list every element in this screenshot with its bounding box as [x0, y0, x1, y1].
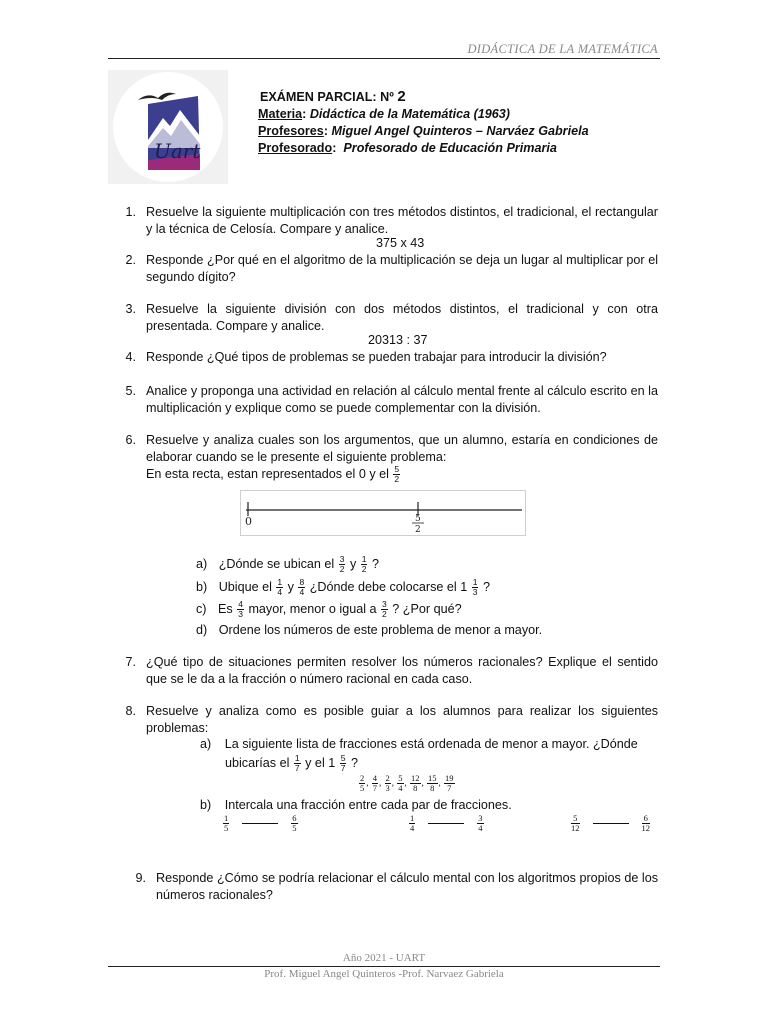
list-fraction: $\frac{15}{8}$	[428, 773, 437, 793]
exam-number: 2	[397, 88, 406, 105]
list-fraction: $\frac{19}{7}$	[445, 773, 454, 793]
question-text: Responde ¿Por qué en el algoritmo de la multiplicación se deja un lugar al multiplicar por el segundo dígito?	[146, 253, 658, 284]
question-number: 6.	[125, 433, 136, 447]
logo-text: Uart	[154, 139, 201, 163]
question-number: 2.	[125, 253, 136, 267]
question-number: 4.	[125, 350, 136, 364]
question-text: ¿Qué tipo de situaciones permiten resolver los números racionales? Explique el sentido que se le da a la fracción o número racional en cada caso.	[146, 655, 658, 686]
list-fraction: $\frac{12}{8}$	[411, 773, 420, 793]
question-text: Responde ¿Cómo se podría relacionar el cálculo mental con los algoritmos propios de los números racionales?	[156, 871, 658, 902]
footer-year: Año 2021 - UART	[342, 952, 426, 964]
running-header: DIDÁCTICA DE LA MATEMÁTICA	[467, 42, 658, 56]
q6-sub-d: d) Ordene los números de este problema de menor a mayor.	[196, 623, 543, 637]
fraction-four-thirds: $\frac{4}{3}$	[238, 599, 243, 619]
question-number: 1.	[125, 205, 136, 219]
q8-sub-a-line2: ubicarías el $\frac{1}{7}$ y el 1 $\frac{5}{7}$ ?	[225, 753, 358, 773]
profesorado-label: Profesorado	[258, 141, 333, 155]
number-line	[240, 490, 526, 536]
profesorado-value: Profesorado de Educación Primaria	[343, 141, 557, 155]
fraction-one-half: $\frac{1}{2}$	[361, 554, 367, 574]
q6-sub-a: a) ¿Dónde se ubican el $\frac{3}{2}$ y $\frac{1}{2}$ ?	[196, 554, 379, 574]
exam-title-block: EXÁMEN PARCIAL: Nº 2 Materia: Didáctica de la Matemática (1963) Profesores: Miguel Angel Quinteros – Narváez Gabriela Profesorado: Profesorado de Educación Primaria	[258, 88, 589, 155]
question-number: 5.	[125, 384, 136, 398]
question-text: Resuelve la siguiente multiplicación con tres métodos distintos, el tradicional, el rectangular y la técnica de Celosía. Compare y analice.	[146, 205, 658, 236]
fraction-five-sevenths: $\frac{5}{7}$	[340, 753, 346, 773]
question-text: Responde ¿Qué tipos de problemas se pueden trabajar para introducir la división?	[146, 350, 607, 364]
fraction-eight-quarters: $\frac{8}{4}$	[299, 577, 305, 597]
question-number: 8.	[125, 704, 136, 718]
fraction-blank	[242, 823, 278, 824]
q8-sub-b: b) Intercala una fracción entre cada par de fracciones.	[200, 798, 512, 812]
exam-title: EXÁMEN PARCIAL: Nº	[260, 90, 394, 104]
q1-expression: 375 x 43	[376, 236, 425, 250]
materia-value: Didáctica de la Matemática (1963)	[309, 107, 511, 121]
question-text: Resuelve y analiza como es posible guiar a los alumnos para realizar los siguientes problemas:	[146, 704, 658, 735]
q6-sub-c: c) Es $\frac{4}{3}$ mayor, menor o igual a $\frac{3}{2}$ ? ¿Por qué?	[196, 599, 462, 619]
fraction-blank	[428, 823, 464, 824]
materia-label: Materia	[258, 107, 303, 121]
header-rule	[108, 58, 660, 59]
number-line-zero: 0	[245, 515, 252, 528]
fraction-blank	[593, 823, 629, 824]
fraction-three-halves-2: $\frac{3}{2}$	[382, 599, 387, 619]
fraction-pair-3: $\frac{5}{12}$ $\frac{6}{12}$	[571, 813, 650, 833]
footer-rule	[108, 966, 660, 967]
uart-logo	[108, 70, 228, 184]
question-text: Resuelve y analiza cuales son los argumentos, que un alumno, estaría en condiciones de elaborar cuando se le presente el siguiente problema:	[146, 433, 658, 464]
q6-sub-b: b) Ubique el $\frac{1}{4}$ y $\frac{8}{4}$ ¿Dónde debe colocarse el 1 $\frac{1}{3}$ ?	[196, 577, 490, 597]
profesores-value: Miguel Angel Quinteros – Narváez Gabriela	[331, 124, 589, 138]
question-number: 3.	[125, 302, 136, 316]
q8-sub-a-line1: a) La siguiente lista de fracciones está ordenada de menor a mayor. ¿Dónde	[200, 737, 638, 751]
q3-expression: 20313 : 37	[368, 333, 428, 347]
profesores-label: Profesores	[258, 124, 324, 138]
question-text: Analice y proponga una actividad en relación al cálculo mental frente al cálculo escrito en la multiplicación y explique como se puede complementar con la división.	[146, 384, 658, 415]
uart-logo-graphic	[108, 70, 228, 184]
fraction-pair-1: $\frac{1}{5}$ $\frac{6}{5}$	[224, 813, 297, 833]
list-fraction: $\frac{2}{5}$	[360, 773, 365, 793]
q6-intro-text: En esta recta, estan representados el 0 y el	[146, 466, 389, 481]
question-text: Resuelve la siguiente división con dos métodos distintos, el tradicional y con otra presentada. Compare y analice.	[146, 302, 658, 333]
list-fraction: $\frac{2}{3}$	[385, 773, 390, 793]
list-fraction: $\frac{4}{7}$	[372, 773, 377, 793]
fraction-one-third: $\frac{1}{3}$	[472, 577, 478, 597]
footer-professors: Prof. Miguel Angel Quinteros -Prof. Narvaez Gabriela	[264, 968, 504, 980]
number-line-label-den: 2	[415, 525, 421, 535]
q6-line-intro	[146, 465, 401, 484]
fraction-five-halves: $\frac{5}{2}$	[394, 464, 400, 484]
fraction-one-quarter: $\frac{1}{4}$	[277, 577, 283, 597]
fraction-three-halves: $\frac{3}{2}$	[339, 554, 345, 574]
fraction-one-seventh: $\frac{1}{7}$	[294, 753, 300, 773]
list-fraction: $\frac{5}{4}$	[398, 773, 403, 793]
question-number: 9.	[135, 871, 146, 885]
ordered-fraction-list: $\frac{2}{5}$ , $\frac{4}{7}$ , $\frac{2}{3}$ , $\frac{5}{4}$ , $\frac{12}{8}$ , $\frac{15}{8}$ , $\frac{19}{7}$	[360, 773, 454, 793]
question-number: 7.	[125, 655, 136, 669]
fraction-pair-2: $\frac{1}{4}$ $\frac{3}{4}$	[410, 813, 483, 833]
number-line-label-num: 5	[415, 514, 421, 524]
